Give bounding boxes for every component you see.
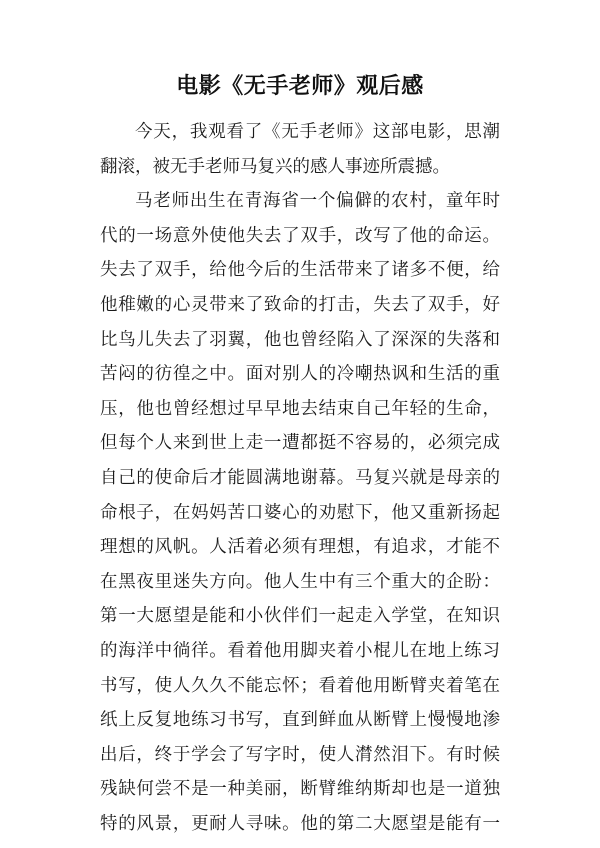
paragraph-1-line-2: 翻滚，被无手老师马复兴的感人事迹所震撼。	[100, 156, 450, 177]
paragraph-2-line-14: 的海洋中徜徉。看着他用脚夹着小棍儿在地上练习	[100, 640, 500, 661]
paragraph-2-line-15: 书写，使人久久不能忘怀；看着他用断臂夹着笔在	[100, 675, 500, 696]
paragraph-2-line-16: 纸上反复地练习书写，直到鲜血从断臂上慢慢地渗	[100, 710, 500, 731]
paragraph-2-line-1: 马老师出生在青海省一个偏僻的农村，童年时	[135, 191, 500, 212]
paragraph-2-line-9: 自己的使命后才能圆满地谢幕。马复兴就是母亲的	[100, 467, 500, 488]
paragraph-2-line-18: 残缺何尝不是一种美丽，断臂维纳斯却也是一道独	[100, 779, 500, 800]
paragraph-2-line-13: 第一大愿望是能和小伙伴们一起走入学堂，在知识	[100, 606, 500, 627]
paragraph-2-line-12: 在黑夜里迷失方向。他人生中有三个重大的企盼：	[100, 571, 500, 592]
document-body	[100, 115, 500, 841]
paragraph-2-line-11: 理想的风帆。人活着必须有理想，有追求，才能不	[100, 537, 500, 558]
document-title: 电影《无手老师》观后感	[176, 74, 424, 99]
paragraph-2-line-8: 但每个人来到世上走一遭都挺不容易的，必须完成	[100, 433, 500, 454]
paragraph-2-line-6: 苦闷的彷徨之中。面对别人的冷嘲热讽和生活的重	[100, 364, 500, 385]
paragraph-2-line-17: 出后，终于学会了写字时，使人潸然泪下。有时候	[100, 744, 500, 765]
paragraph-1-line-1: 今天，我观看了《无手老师》这部电影，思潮	[135, 122, 500, 142]
paragraph-2-line-4: 他稚嫩的心灵带来了致命的打击，失去了双手，好	[100, 294, 500, 315]
paragraph-2-line-2: 代的一场意外使他失去了双手，改写了他的命运。	[100, 225, 500, 246]
paragraph-2-line-7: 压，他也曾经想过早早地去结束自己年轻的生命，	[100, 398, 500, 419]
paragraph-2-line-3: 失去了双手，给他今后的生活带来了诸多不便，给	[100, 260, 500, 281]
paragraph-2-line-10: 命根子，在妈妈苦口婆心的劝慰下，他又重新扬起	[100, 502, 500, 523]
paragraph-2-line-19: 特的风景，更耐人寻味。他的第二大愿望是能有一	[100, 813, 500, 834]
paragraph-2-line-5: 比鸟儿失去了羽翼，他也曾经陷入了深深的失落和	[100, 329, 500, 350]
